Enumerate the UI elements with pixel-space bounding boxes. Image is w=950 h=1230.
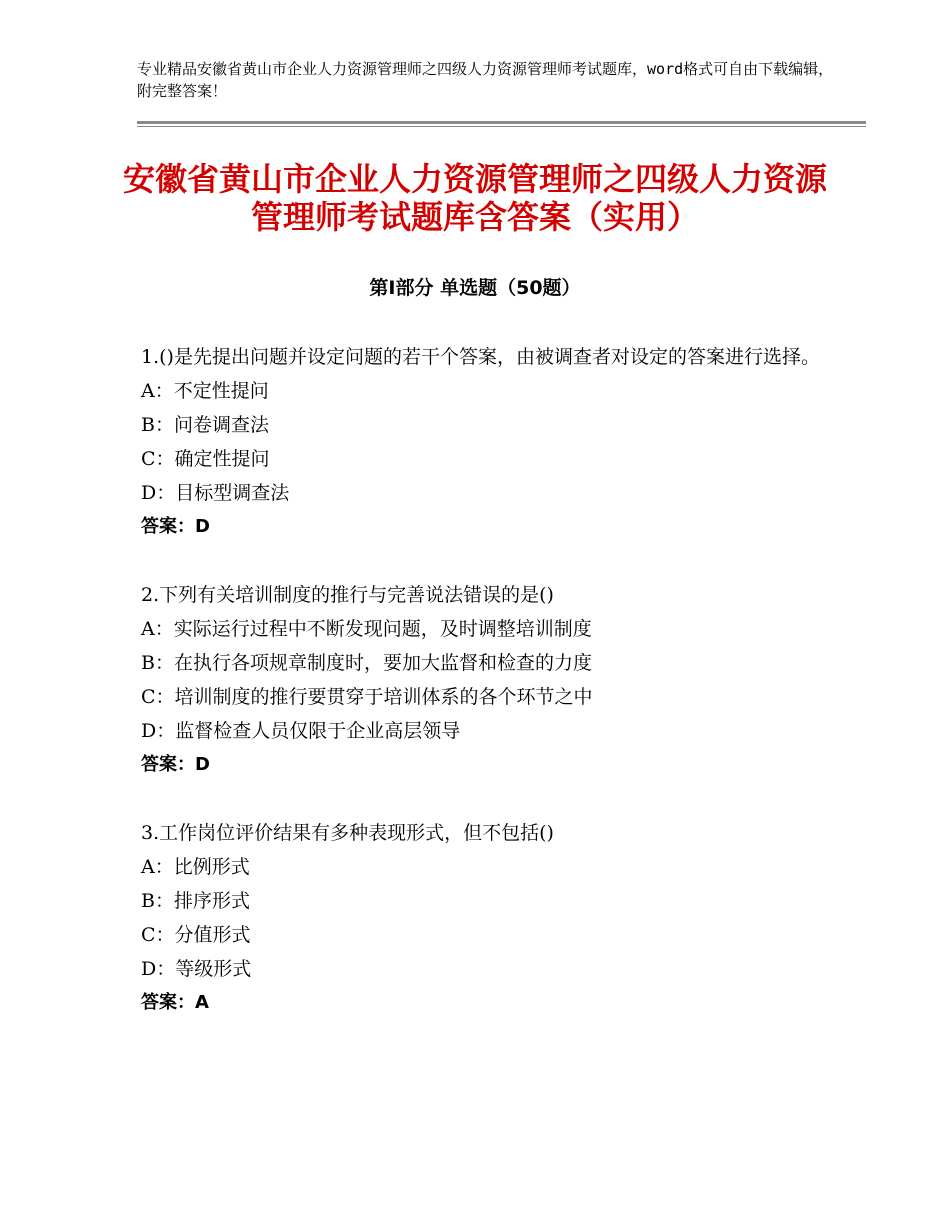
question-stem: 1.()是先提出问题并设定问题的若干个答案，由被调查者对设定的答案进行选择。 — [141, 346, 820, 368]
question-list — [141, 340, 821, 1054]
option-c: C：分值形式 — [141, 924, 251, 946]
answer-label: 答案：D — [141, 754, 210, 775]
header-divider-thick — [137, 121, 866, 124]
option-d: D：目标型调查法 — [141, 482, 290, 504]
option-d: D：监督检查人员仅限于企业高层领导 — [141, 720, 461, 742]
option-b: B：在执行各项规章制度时，要加大监督和检查的力度 — [141, 652, 592, 674]
header-note: 专业精品安徽省黄山市企业人力资源管理师之四级人力资源管理师考试题库，word格式可自由下载编辑，附完整答案！ — [137, 60, 834, 100]
option-a: A：不定性提问 — [141, 380, 269, 402]
answer-label: 答案：D — [141, 516, 210, 537]
document-title: 安徽省黄山市企业人力资源管理师之四级人力资源管理师考试题库含答案（实用） — [122, 160, 827, 236]
header-divider-thin — [137, 126, 866, 127]
option-c: C：培训制度的推行要贯穿于培训体系的各个环节之中 — [141, 686, 593, 708]
question-1 — [141, 340, 821, 544]
question-3 — [141, 816, 821, 1020]
answer-label: 答案：A — [141, 992, 209, 1013]
option-a: A：比例形式 — [141, 856, 250, 878]
option-b: B：问卷调查法 — [141, 414, 269, 436]
question-2 — [141, 578, 821, 782]
question-stem: 2.下列有关培训制度的推行与完善说法错误的是() — [141, 584, 554, 606]
option-d: D：等级形式 — [141, 958, 252, 980]
option-b: B：排序形式 — [141, 890, 250, 912]
option-c: C：确定性提问 — [141, 448, 270, 470]
section-heading: 第Ⅰ部分 单选题（50题） — [369, 277, 581, 299]
question-stem: 3.工作岗位评价结果有多种表现形式，但不包括() — [141, 822, 554, 844]
option-a: A：实际运行过程中不断发现问题，及时调整培训制度 — [141, 618, 592, 640]
